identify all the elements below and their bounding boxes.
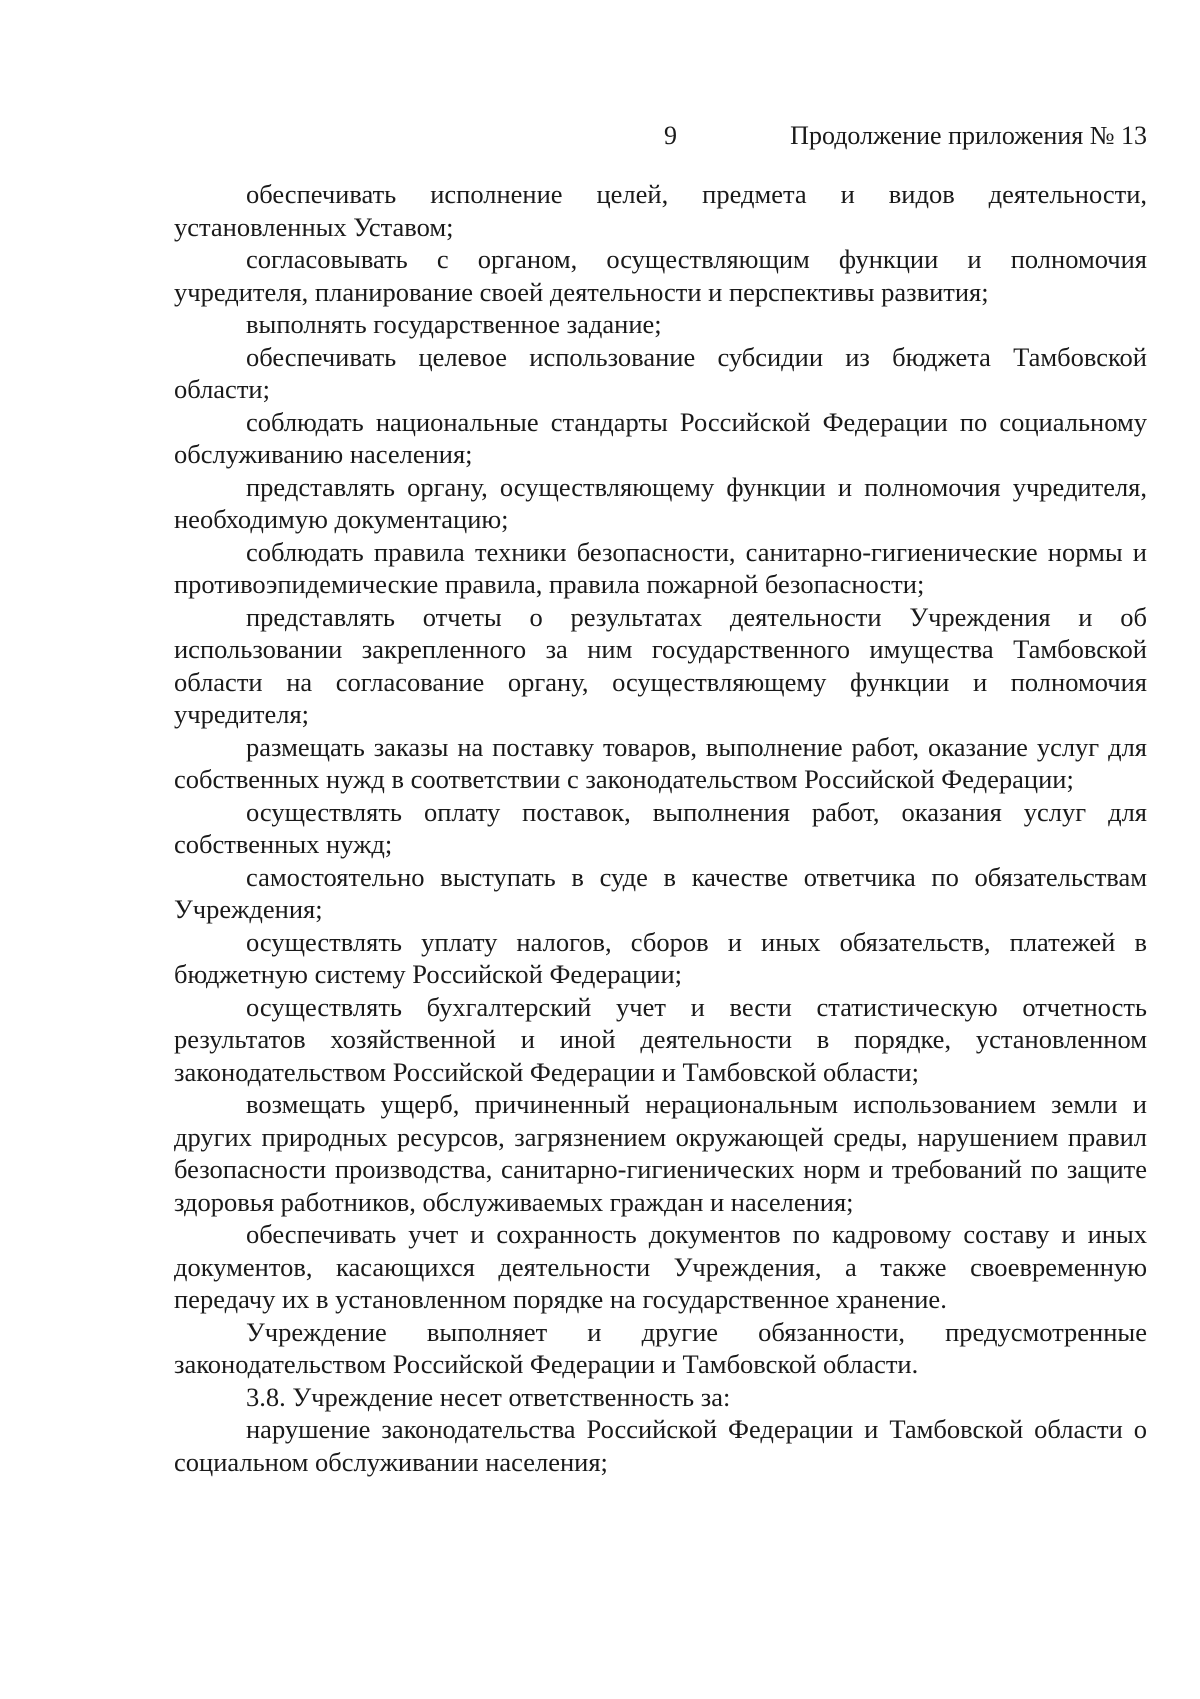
page-header — [0, 116, 1200, 156]
paragraph-taxes: осуществлять уплату налогов, сборов и иных обязательств, платежей в бюджетную систему Российской Федерации; — [174, 926, 1147, 989]
paragraph-violation: нарушение законодательства Российской Федерации и Тамбовской области о социальном обслуживании населения; — [174, 1414, 1147, 1477]
appendix-continuation-title: Продолжение приложения № 13 — [790, 121, 1147, 150]
paragraph-documentation: представлять органу, осуществляющему функции и полномочия учредителя, необходимую документацию; — [174, 471, 1147, 534]
paragraph-accounting: осуществлять бухгалтерский учет и вести статистическую отчетность результатов хозяйственной и иной деятельности в порядке, установленном законодательством Российской Федерации и Тамбовской области; — [174, 991, 1147, 1087]
document-body — [174, 178, 1147, 1478]
paragraph-subsidy-use: обеспечивать целевое использование субсидии из бюджета Тамбовской области; — [174, 341, 1147, 404]
section-3-8-heading: 3.8. Учреждение несет ответственность за: — [246, 1381, 731, 1412]
paragraph-coordinate-planning: согласовывать с органом, осуществляющим функции и полномочия учредителя, планирование своей деятельности и перспективы развития; — [174, 244, 1147, 307]
paragraph-orders: размещать заказы на поставку товаров, выполнение работ, оказание услуг для собственных нужд в соответствии с законодательством Российской Федерации; — [174, 731, 1147, 794]
paragraph-reports: представлять отчеты о результатах деятельности Учреждения и об использовании закрепленного за ним государственного имущества Тамбовской области на согласование органу, осуществляющему функции и полномочия учредителя; — [174, 601, 1147, 729]
paragraph-state-task: выполнять государственное задание; — [246, 309, 662, 339]
paragraph-national-standards: соблюдать национальные стандарты Российской Федерации по социальному обслуживанию населения; — [174, 406, 1147, 469]
paragraph-goals: обеспечивать исполнение целей, предмета и видов деятельности, установленных Уставом; — [174, 179, 1147, 242]
paragraph-court: самостоятельно выступать в суде в качестве ответчика по обязательствам Учреждения; — [174, 861, 1147, 924]
paragraph-other-duties: Учреждение выполняет и другие обязанности, предусмотренные законодательством Российской Федерации и Тамбовской области. — [174, 1316, 1147, 1379]
paragraph-payments: осуществлять оплату поставок, выполнения работ, оказания услуг для собственных нужд; — [174, 796, 1147, 859]
paragraph-safety-rules: соблюдать правила техники безопасности, санитарно-гигиенические нормы и противоэпидемические правила, правила пожарной безопасности; — [174, 536, 1147, 599]
page-number: 9 — [664, 121, 677, 150]
paragraph-damages: возмещать ущерб, причиненный нерациональным использованием земли и других природных ресурсов, загрязнением окружающей среды, нарушением правил безопасности производства, санитарно-гигиенических норм и требований по защите здоровья работников, обслуживаемых граждан и населения; — [174, 1089, 1147, 1217]
paragraph-records: обеспечивать учет и сохранность документов по кадровому составу и иных документов, касающихся деятельности Учреждения, а также своевременную передачу их в установленном порядке на государственное хранение. — [174, 1219, 1147, 1314]
